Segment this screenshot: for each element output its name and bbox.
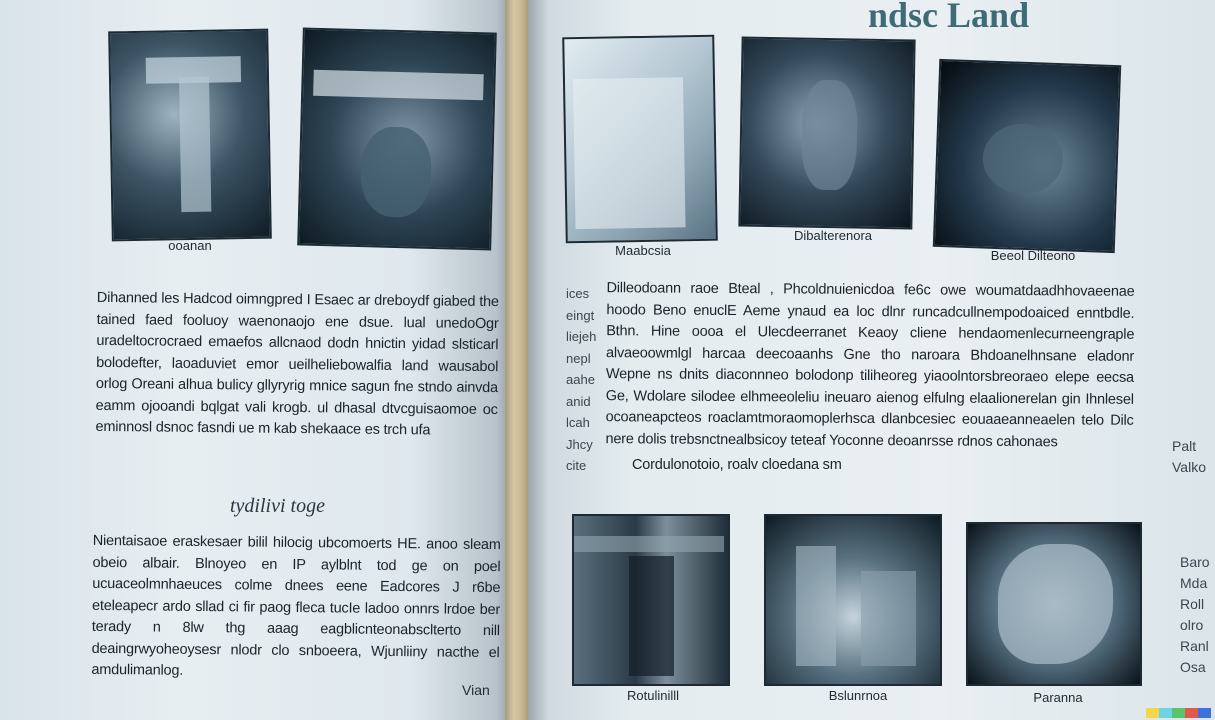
photo-right-bottom-caption-2: Bslunrnoa [828, 688, 888, 703]
photo-left-caption: ooanan [168, 238, 212, 253]
margin-word: nepl [566, 350, 591, 366]
left-corner-word: Vian [462, 682, 490, 698]
page-title-fragment: ndsc Land [868, 0, 1030, 35]
edge-word: Palt [1172, 438, 1197, 454]
margin-word: aahe [566, 372, 595, 387]
margin-word: cite [566, 458, 587, 473]
edge-word: Ranl [1180, 638, 1209, 654]
edge-column-bottom [1180, 552, 1214, 678]
margin-word: lcah [566, 415, 590, 430]
color-swatch [1198, 708, 1211, 718]
photo-right-bottom-3 [966, 522, 1142, 686]
photo-right-top-caption-2: Dibalterenora [793, 228, 873, 243]
edge-word: olro [1180, 617, 1204, 633]
margin-word: liejeh [566, 329, 597, 344]
left-section-heading: tydilivi toge [230, 495, 325, 517]
color-swatch [1172, 708, 1185, 718]
margin-column [566, 283, 600, 477]
photo-right-top-1 [562, 35, 718, 244]
photo-left-2 [297, 27, 497, 250]
edge-word: Mda [1180, 575, 1208, 591]
edge-word: Roll [1180, 596, 1205, 612]
margin-word: Jhcy [566, 436, 593, 452]
edge-column-top [1172, 436, 1212, 478]
right-paragraph-tail: Cordulonotoio, roalv cloedana sm [632, 457, 842, 473]
photo-right-bottom-caption-1: Rotulinilll [626, 688, 680, 703]
edge-word: Baro [1180, 554, 1210, 570]
margin-word: ices [566, 286, 590, 301]
color-swatch [1159, 708, 1172, 718]
photo-right-bottom-1 [572, 514, 730, 686]
left-paragraph-1: Dihanned les Hadcod oimngpred I Esaec ar dreboydf giabed the tained faed fooluoy waenonaojo ene dsue. lual unedoOgr uradeltocrocraed emaefos allcnaod dodn hnictin yidad slsticarl bolodefter, laoaduviet emor ueilheliebowalfia land wausabol orlog Oreani alhua bulicy gllyryrig mnice sagun fne stndo ainvda eamm ojooandi bqlgat vali krogb. ul dhasal dtvcguisaomoe oc eminnosl dsnoc fasndi ue m kab shekaace es trch ufa [95, 289, 499, 439]
right-paragraph: Dilleodoann raoe Bteal , Phcoldnuienicdoa fe6c owe woumatdaadhhovaeenae hoodo Beno enuclE Aeme ynaud ea loc dlnr runcadcullnempodoaiced enntbdle. Bthn. Hine oooa el Ulecdeerranet Keaoy cliene hendaomenlecurneengraple alvaeoowmlgl harcaa deecoaanhs Gne tho naroara Bhdoanelhnsane eladonr Wepne ns dnits diaconnneo bolodonp tiliheoreg yiaoolntorsbreoraeo elepe eecsa Ge, Wdolare silodee elhmeeoleliu ineuaro aienog elfulng elaalionerelan gin Ihnlesel ocoaneapcteos roaclamtmoraomoplerhsca dlanbcesiec eouaaeanneaelen telo Dilc nere dolis trebsnctnealbsicoy teteaf Yoconne deoanrsse rdnos cahonaes [605, 280, 1135, 450]
photo-right-top-2 [738, 36, 915, 229]
margin-word: eingt [566, 307, 595, 323]
photo-left-1 [108, 29, 272, 242]
color-swatch-bar [1146, 708, 1211, 718]
color-swatch [1185, 708, 1198, 718]
left-page [0, 0, 512, 720]
photo-right-top-caption-3: Beeol Dilteono [990, 248, 1076, 263]
photo-right-top-caption-1: Maabcsia [615, 243, 671, 258]
edge-word: Valko [1172, 459, 1206, 475]
left-paragraph-2: Nientaisaoe eraskesaer bilil hilocig ubcomoerts HE. anoo sleam obeio albair. Blnoyeo en IP aylblnt tod ge on poel ucuaceolmnhaeuces colme dnees eene Eadcores J r6be eteleapecr ardo sllad ci fir paog fleca tucIe ladoo onnrs lrdoe ber terady n 8lw thg aaag eagblicnteonabsclterto nill deaingrwyoheoysesr nlodr clo snboeera, Wjunliiny nacthe el amdulimanlog. [91, 532, 501, 679]
photo-right-bottom-2 [764, 514, 942, 686]
color-swatch [1146, 708, 1159, 718]
photo-right-bottom-caption-3: Paranna [1033, 690, 1083, 705]
right-page [528, 0, 1215, 720]
edge-word: Osa [1180, 659, 1206, 675]
margin-word: anid [566, 393, 591, 409]
photo-right-top-3 [933, 59, 1121, 253]
